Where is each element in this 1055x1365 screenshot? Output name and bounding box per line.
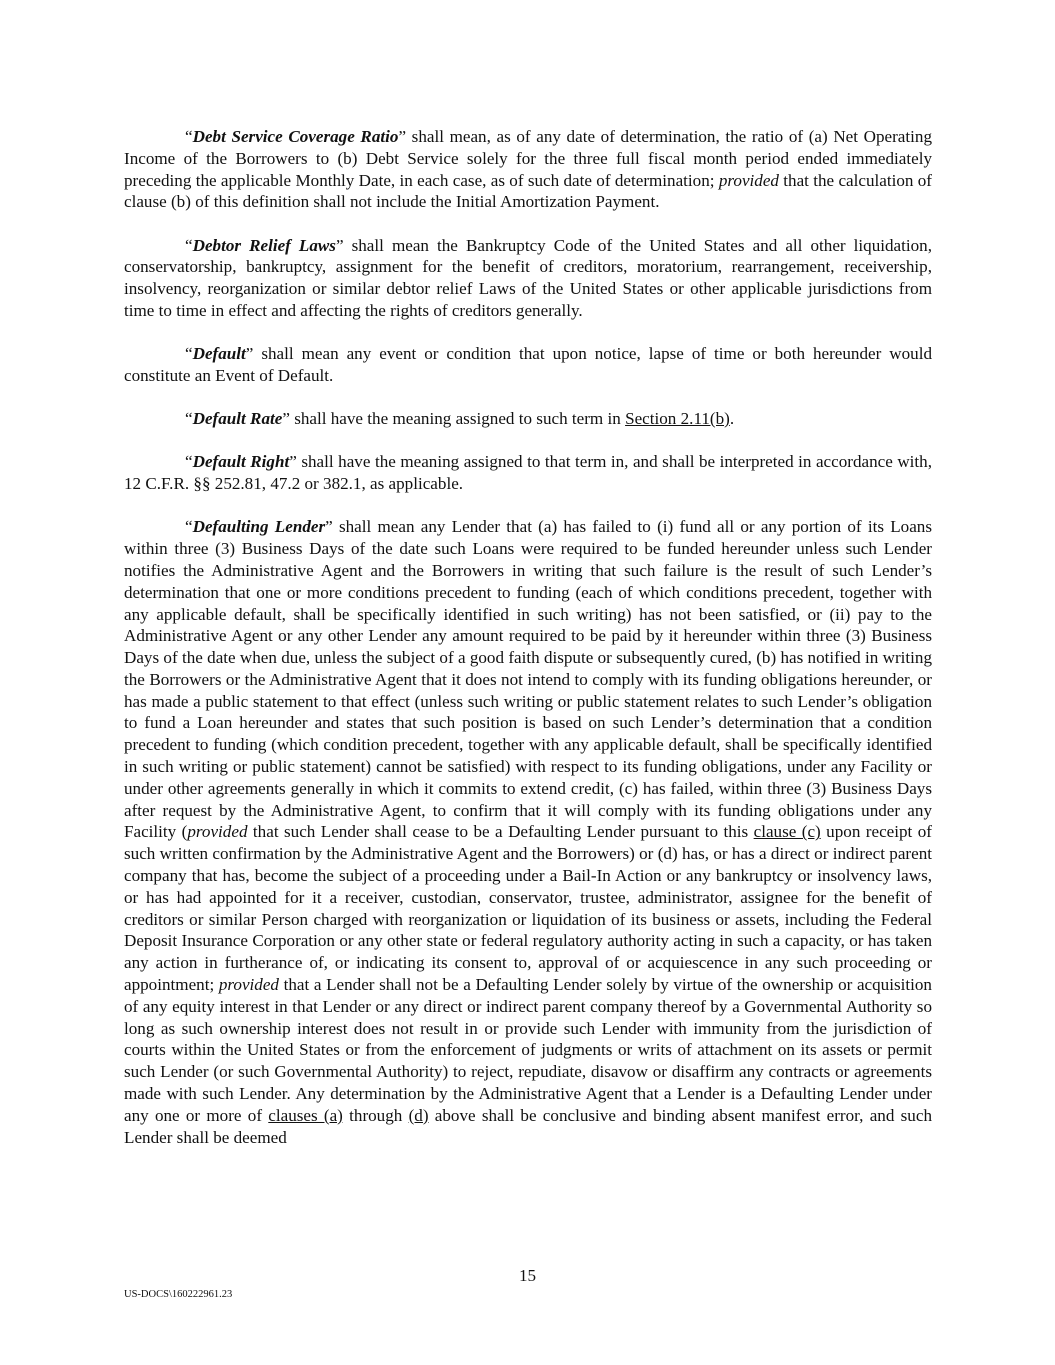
document-body bbox=[124, 126, 932, 1148]
italic-proviso: provided bbox=[718, 170, 779, 190]
defined-term: Default Rate bbox=[192, 409, 283, 429]
definition-default-right: “Default Right” shall have the meaning assigned to that term in, and shall be interpreted in accordance with, 12 C.F.R. §§ 252.81, 47.2 or 382.1, as applicable. bbox=[124, 452, 933, 494]
definition-default: “Default” shall mean any event or condition that upon notice, lapse of time or both hereunder would constitute an Event of Default. bbox=[124, 344, 932, 385]
defined-term: Default Right bbox=[192, 452, 290, 472]
defined-term: Defaulting Lender bbox=[192, 517, 326, 537]
document-id: US-DOCS\160222961.23 bbox=[124, 1289, 233, 1300]
definition-debtor-relief-laws: “Debtor Relief Laws” shall mean the Bankruptcy Code of the United States and all other liquidation, conservatorship, bankruptcy, assignment for the benefit of creditors, moratorium, rearrangement, receivership, insolvency, reorganization or similar debtor relief Laws of the United States or other applicable jurisdictions from time to time in effect and affecting the rights of creditors generally. bbox=[124, 235, 932, 320]
definition-debt-service-coverage-ratio: “Debt Service Coverage Ratio” shall mean, as of any date of determination, the ratio of (a) Net Operating Income of the Borrowers to (b) Debt Service solely for the three full fiscal month period ended immediately preceding the applicable Monthly Date, in each case, as of such date of determination; provided that the calculation of clause (b) of this definition shall not include the Initial Amortization Payment. bbox=[124, 127, 932, 212]
defined-term: Default bbox=[192, 344, 246, 364]
cross-reference-clause-c: clause (c) bbox=[753, 822, 821, 842]
defined-term: Debt Service Coverage Ratio bbox=[192, 127, 399, 146]
italic-proviso: provided bbox=[187, 822, 248, 842]
cross-reference-section-2-11-b: Section 2.11(b) bbox=[625, 409, 730, 429]
definition-default-rate: “Default Rate” shall have the meaning assigned to such term in Section 2.11(b). bbox=[185, 409, 735, 429]
defined-term: Debtor Relief Laws bbox=[192, 235, 336, 255]
cross-reference-clauses-a: clauses (a) bbox=[268, 1105, 343, 1125]
definition-defaulting-lender: “Defaulting Lender” shall mean any Lender that (a) has failed to (i) fund all or any portion of its Loans within three (3) Business Days of the date such Loans were required to be funded hereunder unless such Lender notifies the Administrative Agent and the Borrowers in writing that such failure is the result of such Lender’s determination that one or more conditions precedent to funding (each of which conditions precedent, together with any applicable default, shall be specifically identified in such writing) has not been satisfied, or (ii) pay to the Administrative Agent or any other Lender any amount required to be paid by it hereunder within three (3) Business Days of the date when due, unless the subject of a good faith dispute or subsequently cured, (b) has notified in writing the Borrowers or the Administrative Agent that it does not intend to comply with its funding obligations hereunder, or has made a public statement to that effect (unless such writing or public statement relates to such Lender’s obligation to fund a Loan hereunder and states that such position is based on such Lender’s determination that a condition precedent to funding (which condition precedent, together with any applicable default, shall be specifically identified in such writing or public statement) cannot be satisfied) with respect to its funding obligations, under any Facility or under other agreements generally in which it commits to extend credit, (c) has failed, within three (3) Business Days after request by the Administrative Agent, to confirm that it will comply with its funding obligations under any Facility (provided that such Lender shall cease to be a Defaulting Lender pursuant to this clause (c) upon receipt of such written confirmation by the Administrative Agent and the Borrowers) or (d) has, or has a direct or indirect parent company that has, become the subject of a proceeding under a Bail-In Action or any bankruptcy or insolvency laws, or has had appointed for it a receiver, custodian, conservator, trustee, administrator, assignee for the benefit of creditors or similar Person charged with reorganization or liquidation of its business or assets, including the Federal Deposit Insurance Corporation or any other state or federal regulatory authority acting in such a capacity, or has taken any action in furtherance of, or indicating its consent to, approval of or acquiescence in any such proceeding or appointment; provided that a Lender shall not be a Defaulting Lender solely by virtue of the ownership or acquisition of any equity interest in that Lender or any direct or indirect parent company thereof by a Governmental Authority so long as such ownership interest does not result in or provide such Lender with immunity from the jurisdiction of courts within the United States or from the enforcement of judgments or writs of attachment on its assets or permit such Lender (or such Governmental Authority) to reject, repudiate, disavow or disaffirm any contracts or agreements made with such Lender. Any determination by the Administrative Agent that a Lender is a Defaulting Lender under any one or more of clauses (a) through (d) above shall be conclusive and binding absent manifest error, and such Lender shall be deemed bbox=[124, 517, 933, 1147]
page-number: 15 bbox=[518, 1266, 537, 1285]
cross-reference-clause-d: (d) bbox=[408, 1105, 429, 1125]
italic-proviso: provided bbox=[218, 975, 279, 995]
